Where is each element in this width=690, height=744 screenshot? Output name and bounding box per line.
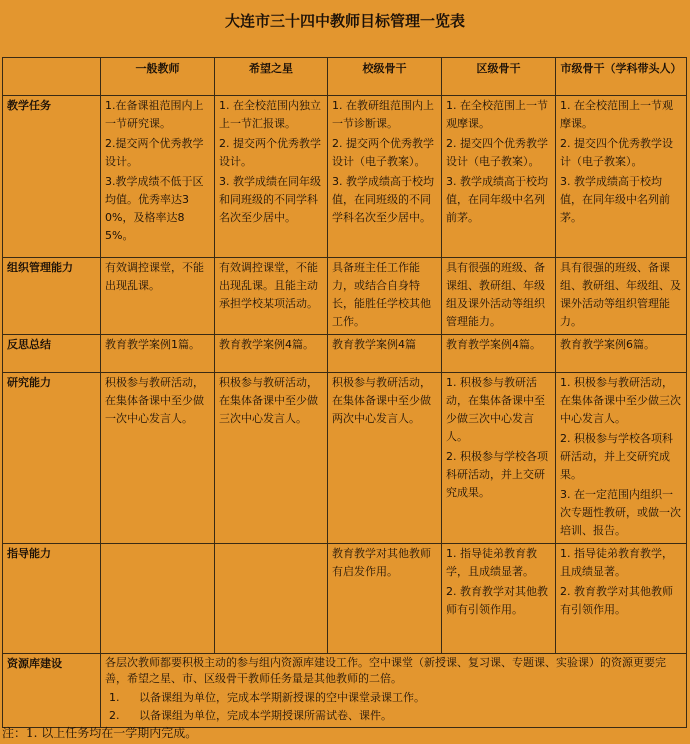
table-cell (215, 258, 328, 335)
table-cell (442, 96, 556, 258)
list-item-number: 1. (109, 691, 120, 704)
corner-cell (3, 58, 101, 96)
goal-table (2, 57, 687, 728)
table-cell (556, 258, 687, 335)
table-cell (328, 335, 442, 373)
cell-paragraph: 2. 教育教学对其他教师有引领作用。 (560, 585, 673, 616)
list-item-number: 2. (109, 709, 120, 722)
table-cell (328, 373, 442, 544)
table-cell (556, 335, 687, 373)
table-cell (442, 373, 556, 544)
cell-paragraph: 1. 在全校范围内独立上一节汇报课。 (219, 99, 321, 130)
resource-row (3, 654, 687, 728)
cell-paragraph: 积极参与教研活动，在集体备课中至少做三次中心发言人。 (219, 376, 318, 425)
table-row (3, 373, 687, 544)
list-item (105, 690, 682, 706)
cell-paragraph: 2. 提交四个优秀教学设计（电子教案）。 (446, 137, 548, 168)
col-header: 校级骨干 (328, 58, 442, 96)
header-row (3, 58, 687, 96)
cell-paragraph: 有效调控课堂，不能出现乱课。 (105, 261, 204, 292)
cell-paragraph: 1. 积极参与教研活动，在集体备课中至少做三次中心发言人。 (446, 376, 545, 443)
cell-paragraph: 2. 教育教学对其他教师有引领作用。 (446, 585, 548, 616)
table-cell (101, 373, 215, 544)
cell-paragraph: 教育教学案例4篇 (332, 338, 416, 351)
list-item (105, 708, 682, 724)
cell-paragraph: 2.提交两个优秀教学设计。 (105, 137, 204, 168)
col-header: 市级骨干（学科带头人） (556, 58, 687, 96)
table-cell (442, 544, 556, 654)
cell-paragraph: 3. 教学成绩高于校均值，在同年级中名列前茅。 (446, 175, 548, 224)
col-header: 区级骨干 (442, 58, 556, 96)
table-row (3, 335, 687, 373)
cell-paragraph: 2. 积极参与学校各项科研活动，并上交研究成果。 (446, 450, 548, 499)
cell-paragraph: 3. 教学成绩高于校均值，在同班级的不同学科名次至少居中。 (332, 175, 434, 224)
table-cell (215, 335, 328, 373)
table-cell (101, 544, 215, 654)
col-header: 希望之星 (215, 58, 328, 96)
table-cell (215, 96, 328, 258)
table-row (3, 544, 687, 654)
row-label: 教学任务 (3, 96, 101, 258)
row-label: 反思总结 (3, 335, 101, 373)
table-row (3, 258, 687, 335)
table-cell (556, 96, 687, 258)
list-item-text: 以备课组为单位，完成本学期授课所需试卷、课件。 (139, 709, 392, 722)
table-cell (328, 544, 442, 654)
table-cell (215, 544, 328, 654)
col-header: 一般教师 (101, 58, 215, 96)
cell-paragraph: 教育教学案例6篇。 (560, 338, 655, 351)
table-cell (556, 373, 687, 544)
list-item-text: 以备课组为单位，完成本学期新授课的空中课堂录课工作。 (139, 691, 425, 704)
page-title: 大连市三十四中教师目标管理一览表 (224, 12, 465, 30)
table-cell (215, 373, 328, 544)
cell-paragraph: 1.在备课祖范围内上一节研究课。 (105, 99, 204, 130)
cell-paragraph: 3. 在一定范围内组织一次专题性教研，或做一次培训、报告。 (560, 488, 681, 537)
row-label: 研究能力 (3, 373, 101, 544)
cell-paragraph: 具有很强的班级、备课组、教研组、年级组及课外活动等组织管理能力。 (446, 261, 545, 328)
cell-paragraph: 2. 提交四个优秀教学设计（电子教案）。 (560, 137, 673, 168)
cell-paragraph: 2. 提交两个优秀教学设计（电子教案）。 (332, 137, 434, 168)
cell-paragraph: 积极参与教研活动，在集体备课中至少做一次中心发言人。 (105, 376, 204, 425)
cell-paragraph: 1. 指导徒弟教育教学，且成绩显著。 (446, 547, 537, 578)
row-label: 资源库建设 (3, 654, 101, 728)
cell-paragraph: 2. 积极参与学校各项科研活动，并上交研究成果。 (560, 432, 673, 481)
table-cell (442, 258, 556, 335)
cell-paragraph: 1. 在全校范围上一节观摩课。 (446, 99, 548, 130)
resource-text: 各层次教师都要积极主动的参与组内资源库建设工作。空中课堂（新授课、复习课、专题课、实验课）的资源更要完善，希望之星、市、区级骨干教师任务量是其他教师的二倍。 (105, 656, 666, 685)
cell-paragraph: 有效调控课堂，不能出现乱课。且能主动承担学校某项活动。 (219, 261, 318, 310)
table-cell (101, 335, 215, 373)
cell-paragraph: 教育教学案例1篇。 (105, 338, 200, 351)
cell-paragraph: 1. 积极参与教研活动，在集体备课中至少做三次中心发言人。 (560, 376, 681, 425)
cell-paragraph: 1. 指导徒弟教育教学，且成绩显著。 (560, 547, 673, 578)
cell-paragraph: 教育教学案例4篇。 (446, 338, 541, 351)
cell-paragraph: 具有很强的班级、备课组、教研组、年级组、及课外活动等组织管理能力。 (560, 261, 681, 328)
table-cell (101, 96, 215, 258)
resource-content (101, 654, 687, 728)
cell-paragraph: 3. 教学成绩在同年级和同班级的不同学科名次至少居中。 (219, 175, 321, 224)
footnote: 注：1. 以上任务均在一学期内完成。 (2, 726, 198, 740)
resource-list (105, 690, 682, 724)
cell-paragraph: 3. 教学成绩高于校均值，在同年级中名列前茅。 (560, 175, 670, 224)
table-cell (101, 258, 215, 335)
cell-paragraph: 教育教学对其他教师有启发作用。 (332, 547, 431, 578)
table-cell (442, 335, 556, 373)
cell-paragraph: 3.教学成绩不低于区均值。优秀率达30%，及格率达85%。 (105, 175, 204, 242)
table-cell (328, 96, 442, 258)
table-cell (328, 258, 442, 335)
cell-paragraph: 积极参与教研活动，在集体备课中至少做两次中心发言人。 (332, 376, 431, 425)
table-cell (556, 544, 687, 654)
cell-paragraph: 教育教学案例4篇。 (219, 338, 314, 351)
row-label: 组织管理能力 (3, 258, 101, 335)
cell-paragraph: 1. 在全校范围上一节观摩课。 (560, 99, 673, 130)
cell-paragraph: 1. 在教研组范围内上一节诊断课。 (332, 99, 434, 130)
row-label: 指导能力 (3, 544, 101, 654)
table-row (3, 96, 687, 258)
cell-paragraph: 具备班主任工作能力，或结合自身特长，能胜任学校其他工作。 (332, 261, 431, 328)
cell-paragraph: 2. 提交两个优秀教学设计。 (219, 137, 321, 168)
